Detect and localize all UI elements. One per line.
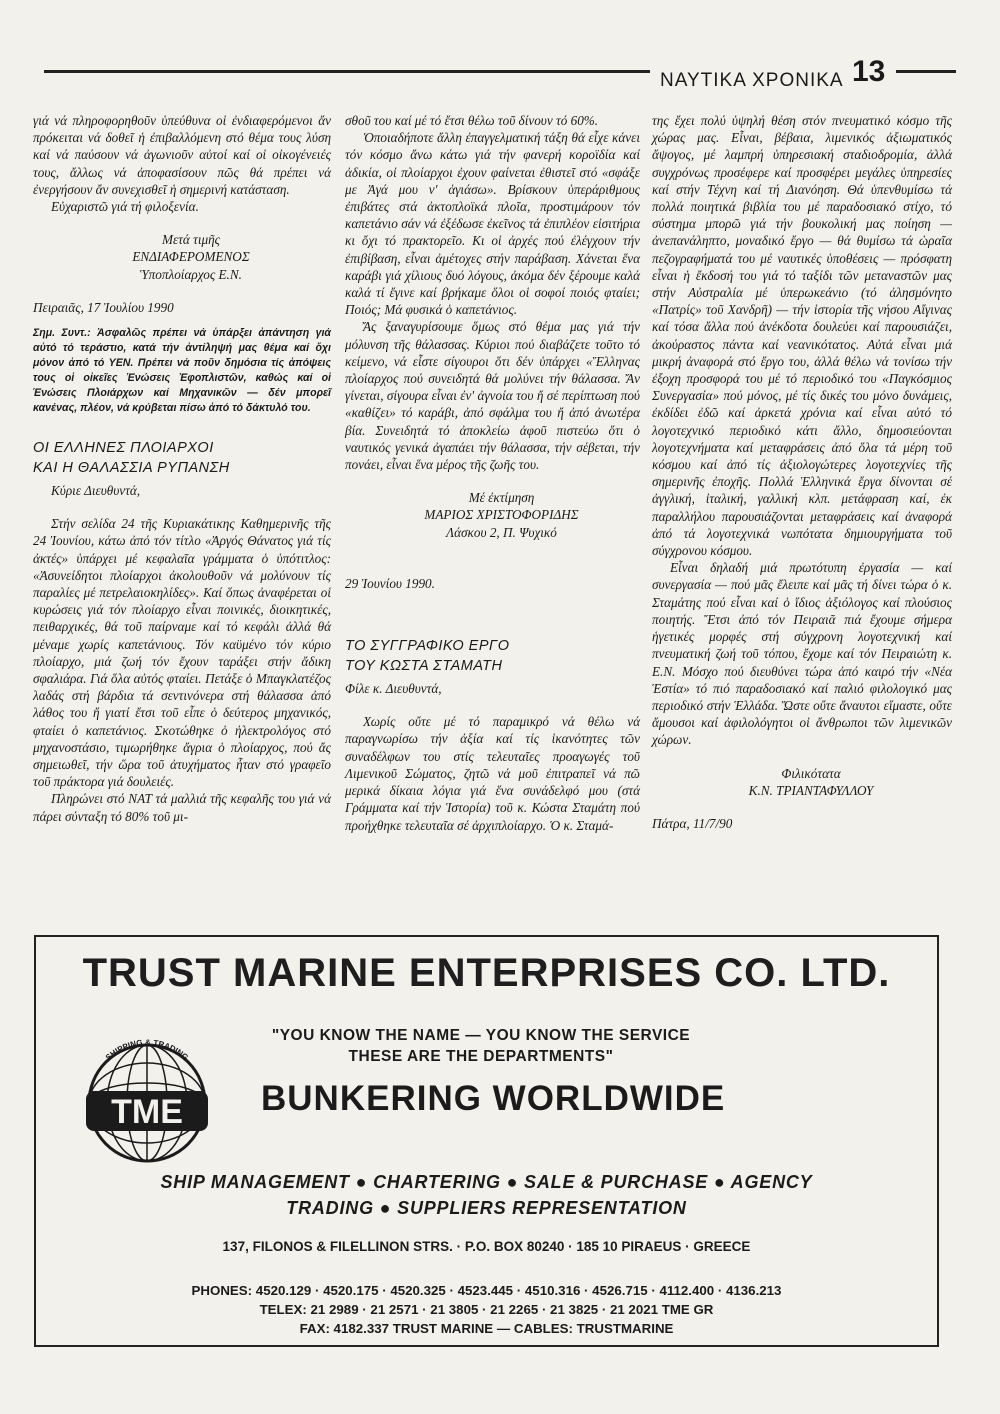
letter2-date: 29 Ἰουνίου 1990. (345, 575, 435, 591)
logo-text: TME (111, 1093, 183, 1131)
ad-bunkering: BUNKERING WORLDWIDE (261, 1079, 726, 1118)
letter2-signer: ΜΑΡΙΟΣ ΧΡΙΣΤΟΦΟΡΙΔΗΣ (424, 507, 579, 523)
letter1-signer-role: Ὑποπλοίαρχος Ε.Ν. (140, 266, 242, 282)
letter1-date: Πειραιᾶς, 17 Ἰουλίου 1990 (33, 299, 174, 315)
ad-address: 137, FILONOS & FILELLINON STRS. · P.O. BOX 80240 · 185 10 PIRAEUS · GREECE (222, 1239, 751, 1254)
letter3-date: Πάτρα, 11/7/90 (652, 815, 733, 831)
ad-telex: TELEX: 21 2989 · 21 2571 · 21 3805 · 21 2265 · 21 3825 · 21 2021 TME GR (259, 1302, 714, 1317)
letter1-paragraph: γιά νά πληροφορηθοῦν ὑπεύθυνα οἱ ἐνδιαφερόμενοι ἄν πρόκειται νά δοθεῖ ἡ ἐπιβαλλόμενη στό θέμα τους λύση καί νά παύσουν νά ἀγωνιοῦν αὐτοί καί οἱ οἰκογένειές τους, ἄλλως νά ἀποφασίσουν πῶς θά πρέπει νά ἐνεργήσουν ἄν συνεχισθεῖ ἡ σημερινή κατάσταση. (33, 113, 331, 197)
letter2-paragraph: Στήν σελίδα 24 τῆς Κυριακάτικης Καθημερινῆς τῆς 24 Ἰουνίου, κάτω ἀπό τόν τίτλο «Ἀργός Θάνατος γιά τίς ἀκτές» ὑπάρχει μέ κεφαλαῖα γράμματα ὁ ὑπότιτλος: «Ἀσυνείδητοι πλοίαρχοι ἀκολουθοῦν νά μολύνουν τίς παραλίες μέ πετρελαιοκηλίδες». Καί ὅπως ἀναφέρεται οἱ κυρώσεις γιά τόν πλοίαρχο εἶναι ποινικές, διοικητικές, πειθαρχικές, θά τοῦ παίρναμε καί τό κεφάλι ἀλλά θά μέναμε χωρίς καπετάνιους. Τόν καϋμένο τόν κύριο πλοίαρχο, μιά ζωή τόν ἔχουν ταράξει στήν ἄδικη σφαλιάρα. Γιά ὅλα αὐτός φταίει. Πετάξε ὁ Μπαγκλατέζος λαδάς στή βάρδια τά σεντινόνερα στή θάλασσα ἀπό λάθος του ἤ γιατί ἔτσι τοῦ εἶπε ὁ δεύτερος μηχανικός, φταίει ὁ καπετάνιος. Σκοτώθηκε ὁ ἠλεκτρολόγος στό μηχανοστάσιο, τιμωρήθηκε ἄγρια ὁ πλοίαρχος, πού ἄς σημειωθεῖ, τήν ὥρα τοῦ ἀτυχήματος ἦταν στό γραφεῖο τοῦ πράκτορα γιά δουλειές. (33, 516, 331, 790)
letter2-paragraph: Πληρώνει στό ΝΑΤ τά μαλλιά τῆς κεφαλῆς του γιά νά πάρει σύνταξη τό 80% τοῦ μι- (33, 791, 331, 824)
letter3-heading-line1: ΤΟ ΣΥΓΓΡΑΦΙΚΟ ΕΡΓΟ (345, 638, 510, 655)
letter3-closing: Φιλικότατα (781, 765, 841, 781)
ad-services-line2: TRADING ● SUPPLIERS REPRESENTATION (286, 1198, 687, 1218)
column-1 (33, 112, 331, 825)
header-rule-left (44, 70, 650, 73)
ad-slogan (256, 1025, 706, 1067)
letter3-salutation: Φίλε κ. Διευθυντά, (345, 681, 442, 697)
ad-services (36, 1169, 937, 1221)
letter1-paragraph: Εὐχαριστῶ γιά τή φιλοξενία. (51, 199, 199, 215)
ad-phones: PHONES: 4520.129 · 4520.175 · 4520.325 · 4523.445 · 4510.316 · 4526.715 · 4112.400 · 4136.213 (191, 1283, 782, 1298)
letter2-heading (33, 438, 331, 478)
letter2-heading-line2: ΚΑΙ Η ΘΑΛΑΣΣΙΑ ΡΥΠΑΝΣΗ (33, 460, 230, 477)
letter2-paragraph: Ὁποιαδήποτε ἄλλη ἐπαγγελματική τάξη θά εἶχε κάνει τόν κόσμο ἄνω κάτω γιά τήν φανερή κοροϊδία καί ἀδικία, οἱ πλοίαρχοι ἐχουν φαίνεται ἐθιστεῖ στό «σφάξε με Ἀγά μου ν' ἁγιάσω». Βρίσκουν ὑπεράριθμους ἐπιβάτες στά ἀκτοπλοϊκά πλοῖα, προστιμάρουν τόν καπετάνιο σάν νά ἐξέδωσε ἐκεῖνος τά ἐπιπλέον εἰσιτήρια κι ὄχι τό πρακτορεῖο. Κι οἱ ἀρχές πού ἐλέγχουν τήν ἐπιβίβαση, εἶναι ἀμέτοχες στήν παράβαση. Χάνεται ἕνα καράβι γιά χίλιους δυό λόγους, ἀκόμα δέν ξέρουμε καλά καλά τί ἔγινε καί βρήκαμε ὅλοι οἱ σοφοί ποιός φταίει; Ποιός; Μά φυσικά ὁ καπετάνιος. (345, 130, 640, 318)
ad-slogan-line1: "YOU KNOW THE NAME — YOU KNOW THE SERVICE (271, 1027, 691, 1044)
ad-contacts (36, 1281, 937, 1338)
header-rule-right (896, 70, 956, 73)
letter3-signer: Κ.Ν. ΤΡΙΑΝΤΑΦΥΛΛΟΥ (748, 782, 874, 798)
trust-marine-advertisement (34, 935, 939, 1347)
column-2 (345, 112, 640, 834)
letter3-heading-line2: ΤΟΥ ΚΩΣΤΑ ΣΤΑΜΑΤΗ (345, 658, 503, 675)
letter2-salutation: Κύριε Διευθυντά, (51, 483, 141, 499)
letter3-paragraph: Χωρίς οὔτε μέ τό παραμικρό νά θέλω νά παραγνωρίσω τήν ἀξία καί τίς ἱκανότητες τῶν συναδέλφων του στίς τελευταῖες προαγωγές τοῦ Λιμενικοῦ Σώματος, ζητῶ νά μοῦ ἐπιτραπεῖ νά πῶ μερικά δίκαια λόγια γιά ἕνα συνάδελφό μου (στά Γράμματα καί τήν Ἱστορία) τοῦ κ. Κώστα Σταμάτη πού προήχθηκε τελευταῖα σέ ἀρχιπλοίαρχο. Ὁ κ. Σταμά- (345, 714, 640, 833)
tme-globe-logo (72, 1025, 222, 1175)
ad-company-name: TRUST MARINE ENTERPRISES CO. LTD. (82, 951, 891, 995)
letter2-closing: Μέ ἐκτίμηση (468, 490, 535, 506)
ad-services-line1: SHIP MANAGEMENT ● CHARTERING ● SALE & PURCHASE ● AGENCY (160, 1172, 813, 1192)
letter3-heading (345, 636, 640, 676)
logo-arc-text: SHIPPING & TRADING (103, 1037, 191, 1063)
letter2-paragraph: σθοῦ του καί μέ τό ἔτσι θέλω τοῦ δίνουν τό 60%. (345, 113, 599, 128)
letter3-paragraph: της ἔχει πολύ ὑψηλή θέση στόν πνευματικό κόσμο τῆς χώρας μας. Εἶναι, βέβαια, λιμενικός ἀξιωματικός ἄψογος, μέ λαμπρή ὑπηρεσιακή σταδιοδρομία, ἀλλά συγχρόνως προσέφερε καί προσφέρει μεγάλες ὑπηρεσίες καί στήν Τέχνη καί τή Διανόηση. Θά ὑπενθυμίσω τά πολλά ποιητικά βιβλία του μέ παραδοσιακό στίχο, τό σύστημα μπορῶ γιά τήν βουκολική μας ποίηση — ἀνεπανάληπτο, μοναδικό ἔργο — θά θυμίσω τά ὡραῖα πεζογραφήματά του μέ ναυτικές ὑποθέσεις — πρόσφατη εἶναι ἡ ἔκδοσή του γιά τό ταξίδι τῶν μεταναστῶν μας στήν Αὐστραλία μέ ὑπερωκεάνιο (τό ἀλησμόνητο «Πατρίς» τοῦ Χανδρῆ) — τήν ἱστορία τῆς νήσου Αἴγινας καί τόσα ἄλλα πού ἀνέκδοτα δουλεύει καί παρουσιάζει, ἀκούραστος πάντα καί νεανικότατος. Αὐτά εἶναι μιά μικρή ἀναφορά στό ἔργο του, ἀλλά θέλω νά τονίσω τήν ἐξοχη προσφορά του μέ τό περιοδικό του «Παγκόσμιος Συνεργασία» πού μόνος, μέ τίς δικές του μόνο δυνάμεις, ἐκδίδει ἐδῶ καί ἀρκετά χρόνια καί εἶναι αὐτό τό λογοτεχνικό περιοδικό κάτι ἄλλο, δημοσιεύονται λογοτεχνήματα καί μεταφράσεις ἀπό ὅλα τά μέρη τοῦ κόσμου καί ἀπό τίς ἀξιολογώτερες λογοτεχνίες τῆς σημερινῆς ἐποχῆς. Πολλά Ἑλληνικά ἔργα δίνονται σέ ἀγγλική, ἰταλική, γαλλική κλπ. μετάφραση καί, ἐκ παραλλήλου παρουσιάζονται μεταφράσεις καί ἀναφορά ἀπό τά λογοτεχνικά νωπότατα δημιουργήματα τοῦ σύγχρονου κόσμου. (652, 113, 952, 559)
letter3-paragraph: Εἶναι δηλαδή μιά πρωτότυπη ἐργασία — καί συνεργασία — πού μᾶς ἔλειπε καί μᾶς τή δίνει τώρα ὁ κ. Σταμάτης πού εἶναι καί ὁ ἴδιος ἀξιόλογος καί πλούσιος ποιητής. Ἔτσι ἀπό τόν Πειραιᾶ πιά ἔχουμε σήμερα ἡγετικές μορφές στή σύγχρονη λογοτεχνική καί πνευματική ζωή τοῦ τόπου, ἔχομε καί τόν Πειραιώτη κ. Ε.Ν. Μόσχο πού διευθύνει τώρα ἀπό καιρό τήν «Νέα Ἑστία» τό πιό παραδοσιακό καί παλιό φιλολογικό μας περιοδικό στήν Ἑλλάδα. Ὥστε οὔτε ἄναυτοι εἴμαστε, οὔτε ἄμουσοι καί ἀφιλολόγητοι οἱ ἄνθρωποι τῶν λιμενικῶν χώρων. (652, 560, 952, 748)
letter2-heading-line1: ΟΙ ΕΛΛΗΝΕΣ ΠΛΟΙΑΡΧΟΙ (33, 440, 214, 457)
letter2-address: Λάσκου 2, Π. Ψυχικό (446, 524, 557, 540)
page-number: 13 (852, 55, 886, 88)
letter1-signer: ΕΝΔΙΑΦΕΡΟΜΕΝΟΣ (132, 249, 250, 265)
ad-fax: FAX: 4182.337 TRUST MARINE — CABLES: TRUSTMARINE (299, 1321, 674, 1336)
publication-title: ΝΑΥΤΙΚΑ ΧΡΟΝΙΚΑ (660, 70, 844, 91)
letter2-paragraph: Ἄς ξαναγυρίσουμε ὅμως στό θέμα μας γιά τήν μόλυνση τῆς θάλασσας. Κύριοι πού διαβάζετε τοῦτο τό κείμενο, νά εἶστε σίγουροι ὅτι δέν ὑπάρχει «Ἕλληνας πλοίαρχος πού συνειδητά θά μολύνει τήν θάλασσα. Ἄν γίνεται, σίγουρα εἶναι ἐν' ἀγνοία του ἤ σέ περίπτωση πού «καθίζει» τό καράβι, ἀπό σφάλμα του ἤ ἀπό ἀνωτέρα βία. Συνειδητά τό ἀποκλείω ἀφοῦ πιστεύω ὅτι ὁ ναυτικός γενικά ἀγαπάει τήν θάλασσα, τήν σέβεται, τήν πονάει, εἶναι ἕνα μέρος τῆς ζωῆς του. (345, 319, 640, 473)
ad-slogan-line2: THESE ARE THE DEPARTMENTS" (348, 1048, 614, 1065)
letter1-closing: Μετά τιμῆς (161, 232, 221, 248)
column-3 (652, 112, 952, 832)
editor-note: Σημ. Συντ.: Ἀσφαλῶς πρέπει νά ὑπάρξει ἀπάντηση γιά αὐτό τό τεράστιο, κατά τήν ἀντίληψή μας θέμα καί ὄχι μόνον ἀπό τό ΥΕΝ. Πρέπει νά ποῦν δημόσια τίς ἀπόψεις τους οἱ οἰκεῖες Ἑνώσεις Ἐφοπλιστῶν, καθώς καί οἱ Ἑνώσεις Πλοιάρχων καί Μηχανικῶν — δέν μπορεῖ κανένας, πλέον, νά κρύβεται πίσω ἀπό τό δάκτυλό του. (33, 327, 331, 415)
